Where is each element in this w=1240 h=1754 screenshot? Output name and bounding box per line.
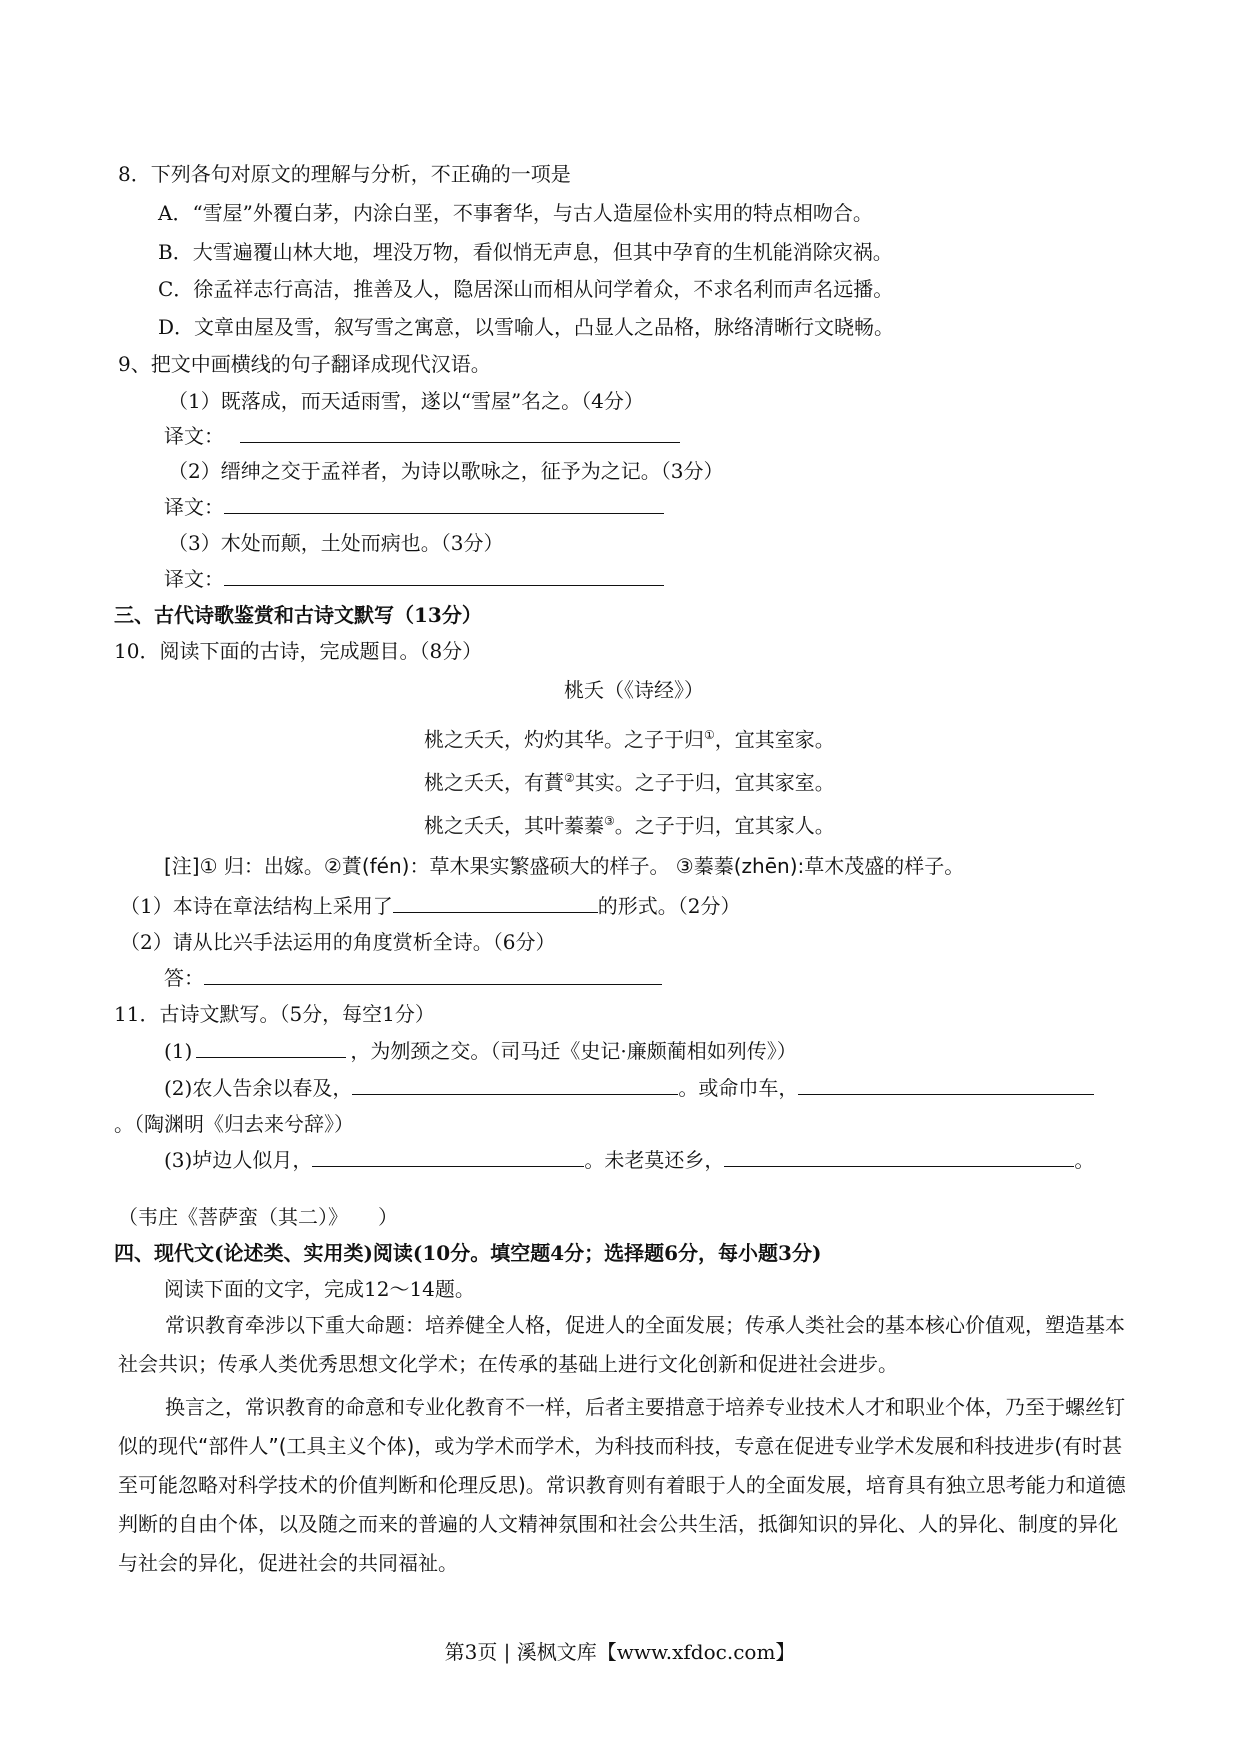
- answer-blank[interactable]: [240, 422, 680, 443]
- poem-line-3: 桃之夭夭，其叶蓁蓁③。之子于归，宜其家人。: [424, 813, 835, 838]
- answer-blank[interactable]: [196, 1037, 346, 1058]
- q10-sub1: （1）本诗在章法结构上采用了 的形式。（2分）: [120, 894, 741, 918]
- q9-answer-2: [164, 493, 664, 521]
- poem-note: [注]① 归：出嫁。②蕡(fén)：草木果实繁盛硕大的样子。 ③蓁蓁(zhēn):草木茂盛的样子。: [164, 854, 965, 878]
- page-footer: 第3页 | 溪枫文库【www.xfdoc.com】: [444, 1640, 796, 1664]
- section4-title: 四、现代文(论述类、实用类)阅读(10分。填空题4分；选择题6分，每小题3分): [114, 1241, 822, 1265]
- q11-line-3-source: （韦庄《菩萨蛮（其二）》 ）: [118, 1205, 398, 1229]
- q11-stem: 11．古诗文默写。（5分，每空1分）: [114, 1002, 435, 1026]
- passage-paragraph-1: 常识教育牵涉以下重大命题：培养健全人格，促进人的全面发展；传承人类社会的基本核心价值观，塑造基本社会共识；传承人类优秀思想文化学术；在传承的基础上进行文化创新和促进社会进步。: [118, 1313, 1125, 1376]
- q8-option-b: B．大雪遍覆山林大地，埋没万物，看似悄无声息，但其中孕育的生机能消除灾祸。: [158, 240, 893, 264]
- answer-blank[interactable]: [352, 1074, 678, 1095]
- answer-label: 译文：: [164, 424, 224, 448]
- answer-blank[interactable]: [724, 1146, 1074, 1167]
- poem-line-1: 桃之夭夭，灼灼其华。之子于归①，宜其室家。: [424, 727, 835, 752]
- q9-stem: 9、把文中画横线的句子翻译成现代汉语。: [118, 352, 491, 376]
- poem-line-2: 桃之夭夭，有蕡②其实。之子于归，宜其家室。: [424, 770, 835, 795]
- q9-item-1: （1）既落成，而天适雨雪，遂以“雪屋”名之。（4分）: [168, 389, 644, 413]
- poem-title: 桃夭（《诗经》）: [564, 678, 704, 702]
- q10-sub2: （2）请从比兴手法运用的角度赏析全诗。（6分）: [120, 930, 556, 954]
- answer-blank[interactable]: [798, 1074, 1094, 1095]
- q11-line-1: (1) ，为刎颈之交。（司马迁《史记·廉颇蔺相如列传》）: [164, 1039, 797, 1063]
- q8-stem: 8．下列各句对原文的理解与分析，不正确的一项是: [118, 162, 571, 186]
- answer-label: 译文：: [164, 567, 224, 591]
- q11-line-2: (2)农人告余以春及， 。或命巾车，: [164, 1074, 1094, 1102]
- answer-blank[interactable]: [393, 892, 598, 913]
- answer-blank[interactable]: [224, 493, 664, 514]
- q8-option-c: C．徐孟祥志行高洁，推善及人，隐居深山而相从问学着众，不求名利而声名远播。: [158, 277, 894, 301]
- q9-answer-3: [164, 565, 664, 593]
- q9-answer-1: [164, 422, 680, 450]
- q11-line-2-source: 。（陶渊明《归去来兮辞》）: [114, 1112, 354, 1136]
- passage-paragraph-2: 换言之，常识教育的命意和专业化教育不一样，后者主要措意于培养专业技术人才和职业个体，乃至于螺丝钉似的现代“部件人”(工具主义个体)，或为学术而学术，为科技而科技，专意在促进专业学术发展和科技进步(有时甚至可能忽略对科学技术的价值判断和伦理反思)。常识教育则有着眼于人的全面发展，培育具有独立思考能力和道德判断的自由个体，以及随之而来的普遍的人文精神氛围和社会公共生活，抵御知识的异化、人的异化、制度的异化与社会的异化，促进社会的共同福祉。: [118, 1395, 1126, 1575]
- answer-blank[interactable]: [312, 1146, 584, 1167]
- q10-answer: [164, 964, 662, 992]
- q11-line-3: (3)垆边人似月， 。未老莫还乡， 。: [164, 1148, 1095, 1172]
- answer-blank[interactable]: [204, 964, 662, 985]
- q9-item-3: （3）木处而颠，土处而病也。（3分）: [168, 531, 504, 555]
- answer-label: 答：: [164, 966, 204, 990]
- q10-stem: 10．阅读下面的古诗，完成题目。（8分）: [114, 639, 483, 663]
- answer-label: 译文：: [164, 495, 224, 519]
- q9-item-2: （2）缙绅之交于孟祥者，为诗以歌咏之，征予为之记。（3分）: [168, 459, 724, 483]
- q8-option-d: D．文章由屋及雪，叙写雪之寓意，以雪喻人，凸显人之品格，脉络清晰行文晓畅。: [158, 315, 895, 339]
- section3-title: 三、古代诗歌鉴赏和古诗文默写（13分）: [114, 603, 482, 627]
- section4-intro: 阅读下面的文字，完成12～14题。: [164, 1277, 475, 1301]
- q8-option-a: A．“雪屋”外覆白茅，内涂白垩，不事奢华，与古人造屋俭朴实用的特点相吻合。: [158, 201, 873, 225]
- answer-blank[interactable]: [224, 565, 664, 586]
